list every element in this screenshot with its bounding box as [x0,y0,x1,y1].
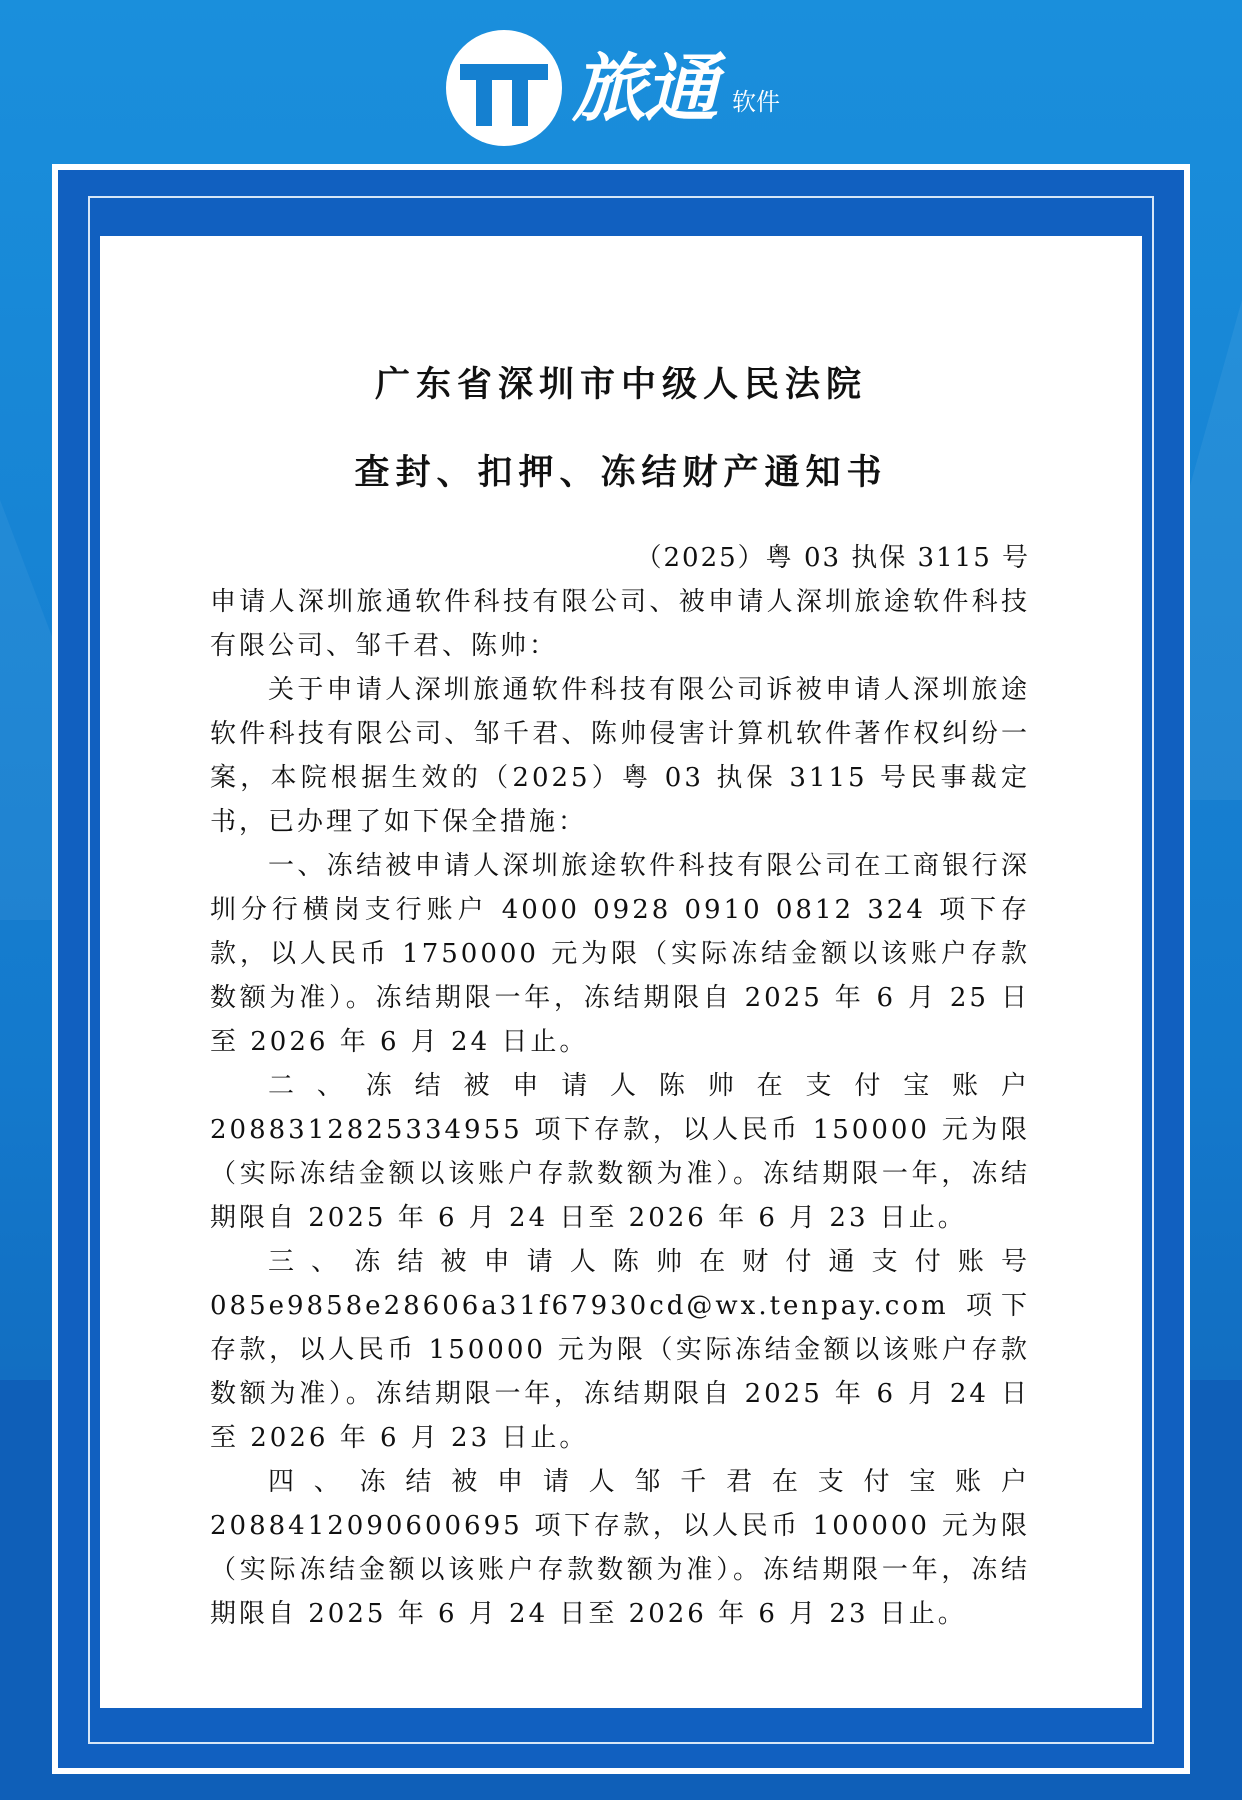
addressee-paragraph: 申请人深圳旅通软件科技有限公司、被申请人深圳旅途软件科技有限公司、邹千君、陈帅： [210,587,1030,661]
measure-item-2: 二、冻结被申请人陈帅在支付宝账户 2088312825334955 项下存款，以人民币 150000 元为限（实际冻结金额以该账户存款数额为准）。冻结期限一年，冻结期限自 2025 年 6 月 24 日至 2026 年 6 月 23 日止。 [210,1071,1030,1233]
logo-mark-left [476,80,492,126]
document-title: 查封、扣押、冻结财产通知书 [354,452,888,493]
logo-mark-right [512,80,528,126]
brand-subtitle: 软件 [732,88,780,116]
court-name: 广东省深圳市中级人民法院 [374,364,867,405]
measure-item-3: 三、冻结被申请人陈帅在财付通支付账号 085e9858e28606a31f67930cd@wx.tenpay.com 项下存款，以人民币 150000 元为限（实际冻结金额以该账户存款数额为准）。冻结期限一年，冻结期限自 2025 年 6 月 24 日至 2026 年 6 月 23 日止。 [210,1247,1030,1453]
measure-item-4: 四、冻结被申请人邹千君在支付宝账户 2088412090600695 项下存款，以人民币 100000 元为限（实际冻结金额以该账户存款数额为准）。冻结期限一年，冻结期限自 2025 年 6 月 24 日至 2026 年 6 月 23 日止。 [210,1467,1030,1629]
intro-paragraph: 关于申请人深圳旅通软件科技有限公司诉被申请人深圳旅途软件科技有限公司、邹千君、陈帅侵害计算机软件著作权纠纷一案，本院根据生效的（2025）粤 03 执保 3115 号民事裁定书，已办理了如下保全措施： [210,675,1030,837]
brand-logo [446,30,806,152]
logo-circle-icon [446,30,562,146]
logo-mark-bar [460,64,548,80]
measure-item-1: 一、冻结被申请人深圳旅途软件科技有限公司在工商银行深圳分行横岗支行账户 4000 0928 0910 0812 324 项下存款，以人民币 1750000 元为限（实际冻结金额以该账户存款数额为准）。冻结期限一年，冻结期限自 2025 年 6 月 25 日至 2026 年 6 月 24 日止。 [210,851,1030,1057]
case-number: （2025）粤 03 执保 3115 号 [635,543,1030,573]
document-body [210,580,1030,1636]
brand-name: 旅通 [572,46,716,132]
